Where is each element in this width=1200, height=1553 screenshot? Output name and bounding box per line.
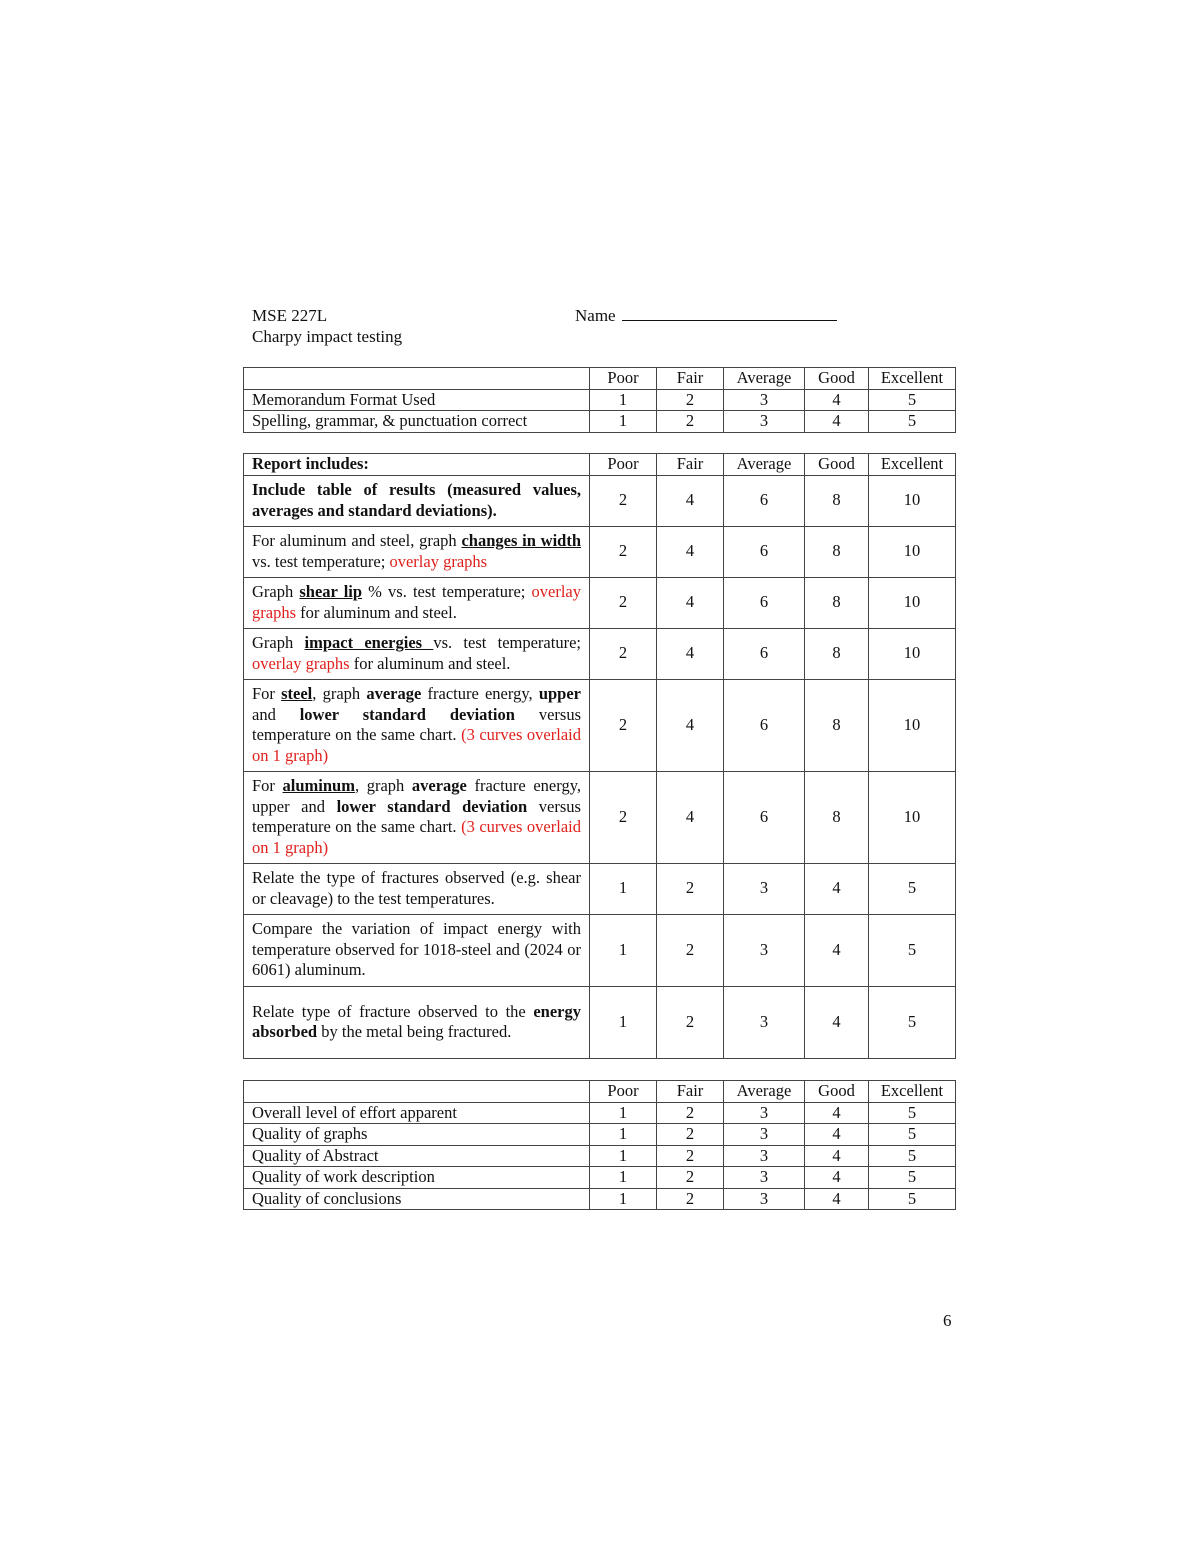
criterion-text: For <box>252 776 283 795</box>
score-cell-good[interactable]: 8 <box>805 679 869 771</box>
score-cell-average[interactable]: 3 <box>724 1188 805 1210</box>
table-row <box>244 628 956 679</box>
name-label: Name <box>575 306 616 325</box>
table-row <box>244 863 956 914</box>
column-header-excellent: Excellent <box>869 368 956 390</box>
highlight-text: overlay graphs <box>252 653 350 673</box>
score-cell-poor[interactable]: 1 <box>590 914 657 986</box>
score-cell-fair[interactable]: 2 <box>657 1167 724 1189</box>
score-cell-excellent[interactable]: 5 <box>869 411 956 433</box>
table-row <box>244 389 956 411</box>
table-row <box>244 1102 956 1124</box>
criterion-text: For <box>252 684 282 703</box>
criterion-text: energy absorbed <box>252 1001 581 1041</box>
score-cell-fair[interactable]: 4 <box>657 771 724 863</box>
score-cell-fair[interactable]: 2 <box>657 1188 724 1210</box>
table-row <box>244 1124 956 1146</box>
criterion-description <box>244 914 590 986</box>
score-cell-excellent[interactable]: 10 <box>869 475 956 526</box>
criterion-text: , graph <box>312 684 367 703</box>
criterion-text: For aluminum and steel, graph <box>252 531 462 550</box>
score-cell-excellent[interactable]: 10 <box>869 577 956 628</box>
criterion-text: versus temperature on the same chart. <box>252 796 581 836</box>
criterion-description <box>244 771 590 863</box>
criterion-label: Quality of Abstract <box>244 1145 590 1167</box>
table-row <box>244 411 956 433</box>
table-row <box>244 1167 956 1189</box>
score-cell-excellent[interactable]: 5 <box>869 1167 956 1189</box>
criterion-description <box>244 863 590 914</box>
table-header-row <box>244 368 956 390</box>
table-header-row <box>244 454 956 476</box>
course-code: MSE 227L <box>252 306 328 325</box>
score-cell-good[interactable]: 4 <box>805 1124 869 1146</box>
document-header <box>252 305 402 347</box>
name-field[interactable] <box>575 305 837 326</box>
column-header-average: Average <box>724 454 805 476</box>
criterion-text: Relate type of fracture observed to the <box>252 1001 534 1021</box>
criterion-text: fracture energy, upper and <box>252 776 582 816</box>
score-cell-excellent[interactable]: 5 <box>869 1188 956 1210</box>
criterion-text: steel <box>281 684 313 703</box>
criterion-label: Quality of conclusions <box>244 1188 590 1210</box>
criterion-text: versus temperature on the same chart. <box>252 704 581 744</box>
criterion-text: Compare the variation of impact energy with temperature observed for 1018-steel and (2024 or 6061) aluminum. <box>252 919 581 980</box>
score-cell-excellent[interactable]: 5 <box>869 1145 956 1167</box>
score-cell-poor[interactable]: 1 <box>590 986 657 1058</box>
table-row <box>244 577 956 628</box>
score-cell-average[interactable]: 3 <box>724 1124 805 1146</box>
score-cell-average[interactable]: 6 <box>724 628 805 679</box>
score-cell-fair[interactable]: 2 <box>657 863 724 914</box>
criterion-description <box>244 475 590 526</box>
table-row <box>244 475 956 526</box>
document-subtitle: Charpy impact testing <box>252 327 403 346</box>
criterion-label: Quality of graphs <box>244 1124 590 1146</box>
criterion-label: Quality of work description <box>244 1167 590 1189</box>
score-cell-poor[interactable]: 1 <box>590 1102 657 1124</box>
column-header-good: Good <box>805 368 869 390</box>
score-cell-average[interactable]: 6 <box>724 577 805 628</box>
criterion-text: Include table of results (measured values, averages and standard deviations). <box>252 480 581 520</box>
criterion-description <box>244 577 590 628</box>
score-cell-excellent[interactable]: 10 <box>869 628 956 679</box>
score-cell-fair[interactable]: 2 <box>657 389 724 411</box>
score-cell-average[interactable]: 3 <box>724 914 805 986</box>
criterion-description <box>244 679 590 771</box>
column-header-fair: Fair <box>657 368 724 390</box>
column-header-good: Good <box>805 1081 869 1103</box>
column-header-fair: Fair <box>657 454 724 476</box>
score-cell-excellent[interactable]: 5 <box>869 1124 956 1146</box>
score-cell-good[interactable]: 8 <box>805 577 869 628</box>
column-header-poor: Poor <box>590 368 657 390</box>
score-cell-average[interactable]: 3 <box>724 863 805 914</box>
score-cell-poor[interactable]: 1 <box>590 1188 657 1210</box>
criterion-text: average <box>411 776 467 795</box>
score-cell-average[interactable]: 6 <box>724 679 805 771</box>
quality-rubric-table <box>243 1080 956 1210</box>
score-cell-fair[interactable]: 2 <box>657 1145 724 1167</box>
score-cell-fair[interactable]: 2 <box>657 986 724 1058</box>
score-cell-poor[interactable]: 2 <box>590 679 657 771</box>
report-includes-heading: Report includes: <box>244 454 590 476</box>
score-cell-average[interactable]: 3 <box>724 986 805 1058</box>
score-cell-fair[interactable]: 4 <box>657 679 724 771</box>
score-cell-fair[interactable]: 2 <box>657 1124 724 1146</box>
score-cell-excellent[interactable]: 5 <box>869 389 956 411</box>
table-row <box>244 1145 956 1167</box>
criterion-text: lower standard deviation <box>336 796 528 816</box>
score-cell-fair[interactable]: 2 <box>657 411 724 433</box>
score-cell-fair[interactable]: 4 <box>657 526 724 577</box>
column-header-poor: Poor <box>590 454 657 476</box>
criterion-label: Memorandum Format Used <box>244 389 590 411</box>
score-cell-good[interactable]: 4 <box>805 986 869 1058</box>
score-cell-fair[interactable]: 4 <box>657 628 724 679</box>
score-cell-excellent[interactable]: 10 <box>869 771 956 863</box>
score-cell-average[interactable]: 6 <box>724 526 805 577</box>
highlight-text: (3 curves overlaid on 1 graph) <box>252 725 581 765</box>
score-cell-good[interactable]: 8 <box>805 526 869 577</box>
criterion-description <box>244 526 590 577</box>
report-content-rubric-table <box>243 453 956 1059</box>
table-row <box>244 914 956 986</box>
table-header-row <box>244 1081 956 1103</box>
criterion-text: changes in width <box>461 531 582 550</box>
table-row <box>244 1188 956 1210</box>
page-number: 6 <box>943 1311 952 1330</box>
criterion-text: and <box>252 704 300 724</box>
score-cell-fair[interactable]: 4 <box>657 475 724 526</box>
score-cell-good[interactable]: 4 <box>805 411 869 433</box>
score-cell-excellent[interactable]: 10 <box>869 679 956 771</box>
column-header-good: Good <box>805 454 869 476</box>
criterion-text: , graph <box>354 776 412 795</box>
score-cell-excellent[interactable]: 5 <box>869 863 956 914</box>
criterion-text: upper <box>538 684 582 703</box>
criterion-text: fracture energy, <box>421 684 539 703</box>
criterion-text: Relate the type of fractures observed (e.g. shear or cleavage) to the test temperatures. <box>252 868 581 908</box>
name-blank-line[interactable] <box>622 305 837 321</box>
table-row <box>244 526 956 577</box>
column-header-poor: Poor <box>590 1081 657 1103</box>
criterion-label: Overall level of effort apparent <box>244 1102 590 1124</box>
empty-header-cell <box>244 1081 590 1103</box>
criterion-text: by the metal being fractured. <box>317 1022 512 1041</box>
column-header-average: Average <box>724 368 805 390</box>
score-cell-average[interactable]: 3 <box>724 1102 805 1124</box>
criterion-label: Spelling, grammar, & punctuation correct <box>244 411 590 433</box>
table-row <box>244 986 956 1058</box>
empty-header-cell <box>244 368 590 390</box>
criterion-text: impact energies <box>304 633 434 652</box>
criterion-description <box>244 628 590 679</box>
criterion-text: for aluminum and steel. <box>349 653 511 673</box>
score-cell-good[interactable]: 4 <box>805 914 869 986</box>
criterion-text: Graph <box>252 582 300 601</box>
score-cell-excellent[interactable]: 10 <box>869 526 956 577</box>
score-cell-poor[interactable]: 1 <box>590 1167 657 1189</box>
score-cell-good[interactable]: 4 <box>805 1188 869 1210</box>
score-cell-average[interactable]: 6 <box>724 771 805 863</box>
score-cell-excellent[interactable]: 5 <box>869 914 956 986</box>
criterion-text: for aluminum and steel. <box>296 602 457 622</box>
score-cell-average[interactable]: 6 <box>724 475 805 526</box>
score-cell-poor[interactable]: 2 <box>590 577 657 628</box>
highlight-text: overlay graphs <box>389 551 488 571</box>
score-cell-average[interactable]: 3 <box>724 389 805 411</box>
table-row <box>244 771 956 863</box>
score-cell-excellent[interactable]: 5 <box>869 986 956 1058</box>
criterion-text: vs. test temperature; <box>252 551 390 571</box>
score-cell-average[interactable]: 3 <box>724 1145 805 1167</box>
criterion-text: average <box>366 684 422 703</box>
score-cell-fair[interactable]: 2 <box>657 914 724 986</box>
table-row <box>244 679 956 771</box>
score-cell-poor[interactable]: 1 <box>590 1124 657 1146</box>
score-cell-poor[interactable]: 2 <box>590 526 657 577</box>
highlight-text: overlay graphs <box>252 582 582 622</box>
score-cell-poor[interactable]: 2 <box>590 771 657 863</box>
criterion-text: % vs. test temperature; <box>362 582 532 601</box>
score-cell-fair[interactable]: 4 <box>657 577 724 628</box>
column-header-average: Average <box>724 1081 805 1103</box>
column-header-excellent: Excellent <box>869 1081 956 1103</box>
criterion-text: vs. test temperature; <box>433 633 581 652</box>
criterion-text: lower standard deviation <box>299 704 515 724</box>
score-cell-good[interactable]: 4 <box>805 389 869 411</box>
score-cell-poor[interactable]: 1 <box>590 411 657 433</box>
score-cell-excellent[interactable]: 5 <box>869 1102 956 1124</box>
score-cell-poor[interactable]: 1 <box>590 1145 657 1167</box>
criterion-text: Graph <box>252 633 305 652</box>
score-cell-good[interactable]: 8 <box>805 475 869 526</box>
criterion-text: aluminum <box>282 776 355 795</box>
score-cell-poor[interactable]: 1 <box>590 389 657 411</box>
score-cell-fair[interactable]: 2 <box>657 1102 724 1124</box>
criterion-text: shear lip <box>299 582 363 601</box>
format-rubric-table <box>243 367 956 433</box>
score-cell-good[interactable]: 4 <box>805 863 869 914</box>
score-cell-average[interactable]: 3 <box>724 1167 805 1189</box>
score-cell-poor[interactable]: 2 <box>590 475 657 526</box>
column-header-excellent: Excellent <box>869 454 956 476</box>
score-cell-good[interactable]: 8 <box>805 628 869 679</box>
highlight-text: (3 curves overlaid on 1 graph) <box>252 817 581 857</box>
column-header-fair: Fair <box>657 1081 724 1103</box>
score-cell-good[interactable]: 8 <box>805 771 869 863</box>
criterion-description <box>244 986 590 1058</box>
score-cell-poor[interactable]: 1 <box>590 863 657 914</box>
score-cell-good[interactable]: 4 <box>805 1167 869 1189</box>
score-cell-poor[interactable]: 2 <box>590 628 657 679</box>
score-cell-average[interactable]: 3 <box>724 411 805 433</box>
score-cell-good[interactable]: 4 <box>805 1145 869 1167</box>
score-cell-good[interactable]: 4 <box>805 1102 869 1124</box>
